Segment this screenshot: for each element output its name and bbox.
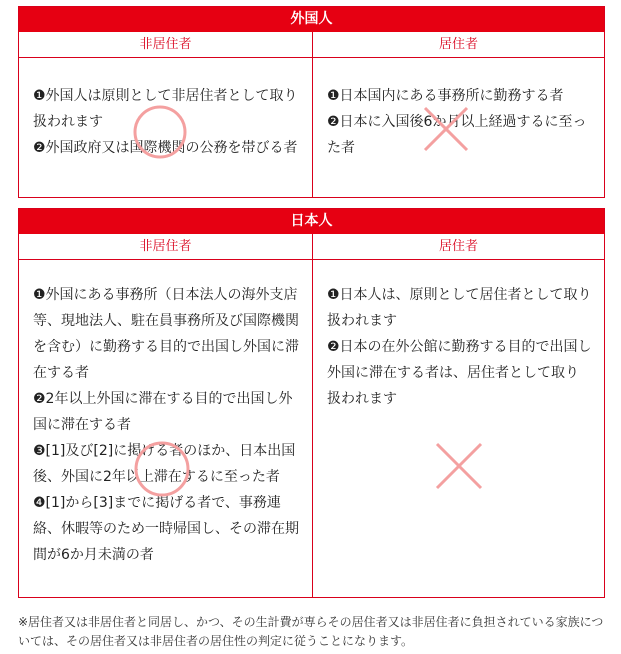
japanese-nonresident-header: 非居住者	[19, 234, 313, 259]
foreigners-resident-header: 居住者	[438, 37, 478, 52]
list-item: ❶外国人は原則として非居住者として取り扱われます	[33, 88, 298, 130]
list-item: ❹[1]から[3]までに掲げる者で、事務連絡、休暇等のため一時帰国し、その滞在期間が6か月未満の者	[33, 495, 299, 563]
japanese-title: 日本人	[19, 209, 604, 234]
list-item: ❷日本の在外公館に勤務する目的で出国し外国に滞在する者は、居住者として取り扱われます	[327, 339, 592, 407]
cross-mark-icon	[433, 440, 485, 492]
foreigners-nonresident-header: 非居住者	[19, 32, 313, 57]
circle-mark-icon	[132, 104, 188, 160]
foreigners-nonresident-cell	[19, 58, 313, 197]
foreigners-title: 外国人	[19, 7, 604, 32]
list-item: ❷2年以上外国に滞在する目的で出国し外国に滞在する者	[33, 391, 293, 433]
japanese-resident-cell	[313, 260, 604, 597]
foreigners-body	[19, 58, 604, 197]
foreigners-header-row	[19, 32, 604, 58]
list-item: ❸[1]及び[2]に掲げる者のほか、日本出国後、外国に2年以上滞在するに至った者	[33, 443, 296, 485]
foreigners-table	[18, 6, 605, 198]
cross-mark-icon	[421, 104, 471, 154]
circle-mark-icon	[133, 440, 191, 498]
list-item: ❶外国にある事務所（日本法人の海外支店等、現地法人、駐在員事務所及び国際機関を含む）に勤務する目的で出国し外国に滞在する者	[33, 287, 299, 381]
footnote: ※居住者又は非居住者と同居し、かつ、その生計費が専らその居住者又は非居住者に負担されている家族については、その居住者又は非居住者の居住性の判定に従うことになります。	[18, 615, 604, 648]
japanese-nonresident-cell	[19, 260, 313, 597]
japanese-header-row	[19, 234, 604, 260]
list-item: ❶日本人は、原則として居住者として取り扱われます	[327, 287, 592, 329]
list-item: ❷外国政府又は国際機関の公務を帯びる者	[33, 140, 298, 156]
list-item: ❷日本に入国後6か月以上経過するに至った者	[327, 114, 587, 156]
foreigners-resident-cell	[313, 58, 604, 197]
japanese-body	[19, 260, 604, 597]
japanese-table	[18, 208, 605, 598]
japanese-resident-header: 居住者	[438, 239, 478, 254]
list-item: ❶日本国内にある事務所に勤務する者	[327, 88, 564, 104]
